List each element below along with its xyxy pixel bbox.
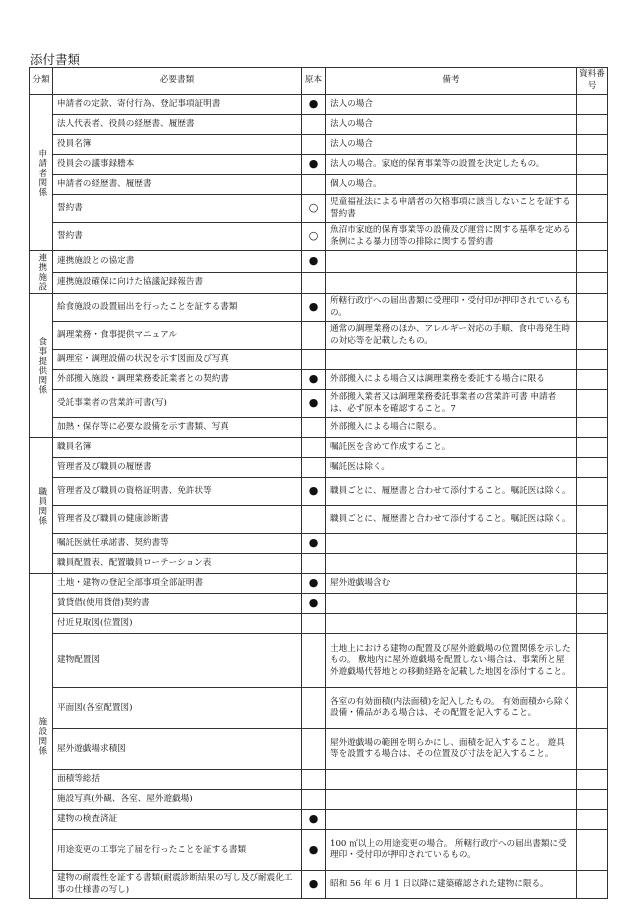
table-row [30, 810, 608, 830]
original-mark-cell [302, 770, 326, 790]
material-number-cell [577, 458, 608, 478]
page-title: 添付書類 [30, 52, 81, 67]
document-cell: 連携施設との協定書 [53, 251, 302, 273]
category-cell: 連携施設 [30, 251, 53, 294]
material-number-cell [577, 115, 608, 135]
original-mark-cell: ● [302, 251, 326, 273]
notes-cell: 土地上における建物の配置及び屋外遊戯場の位置関係を示したもの。 敷地内に屋外遊戯場を配置しない場合は、事業所と屋外遊戯場代替地との移動経路を記載した地図を添付すること。 [326, 634, 577, 688]
table-header-row [30, 68, 608, 95]
table-row [30, 195, 608, 223]
document-cell: 賃貸借(使用貸借)契約書 [53, 594, 302, 614]
notes-cell: 100 ㎡以上の用途変更の場合。 所轄行政庁への届出書類に受理印・受付印が押印されているもの。 [326, 830, 577, 871]
table-row [30, 251, 608, 273]
original-mark-cell [302, 506, 326, 534]
notes-cell: 外部搬入業者又は調理業務委託事業者の営業許可書 申請者は、必ず原本を確認すること。7 [326, 390, 577, 418]
original-mark-cell [302, 688, 326, 729]
material-number-cell [577, 135, 608, 155]
material-number-cell [577, 195, 608, 223]
table-row [30, 871, 608, 899]
original-mark-cell: ● [302, 155, 326, 175]
original-mark-cell: ● [302, 370, 326, 390]
notes-cell [326, 810, 577, 830]
material-number-cell [577, 688, 608, 729]
document-cell: 嘱託医就任承諾書、契約書等 [53, 534, 302, 554]
notes-cell: 法人の場合 [326, 135, 577, 155]
table-row [30, 175, 608, 195]
original-mark-cell: ● [302, 810, 326, 830]
material-number-cell [577, 272, 608, 294]
material-number-cell [577, 322, 608, 350]
table-row [30, 729, 608, 770]
table-row [30, 294, 608, 322]
table-row [30, 438, 608, 458]
document-cell: 加熱・保存等に必要な設備を示す書類、写真 [53, 418, 302, 438]
table-row [30, 272, 608, 294]
table-row [30, 688, 608, 729]
material-number-cell [577, 790, 608, 810]
header-notes: 備考 [326, 68, 577, 95]
original-mark-cell [302, 614, 326, 634]
original-mark-cell [302, 790, 326, 810]
material-number-cell [577, 350, 608, 370]
attachment-table [29, 67, 608, 899]
table-row [30, 594, 608, 614]
table-row [30, 478, 608, 506]
document-cell: 平面図(各室配置図) [53, 688, 302, 729]
document-cell: 面積等総括 [53, 770, 302, 790]
original-mark-cell: ● [302, 871, 326, 899]
original-mark-cell: ● [302, 534, 326, 554]
material-number-cell [577, 175, 608, 195]
document-cell: 給食施設の設置届出を行ったことを証する書類 [53, 294, 302, 322]
notes-cell: 職員ごとに、履歴書と合わせて添付すること。嘱託医は除く。 [326, 506, 577, 534]
material-number-cell [577, 614, 608, 634]
document-cell: 外部搬入施設・調理業務委託業者との契約書 [53, 370, 302, 390]
table-body [30, 95, 608, 899]
table-row [30, 790, 608, 810]
notes-cell: 児童福祉法による申請者の欠格事項に該当しないことを証する誓約書 [326, 195, 577, 223]
original-mark-cell: ● [302, 390, 326, 418]
material-number-cell [577, 770, 608, 790]
original-mark-cell: ○ [302, 195, 326, 223]
original-mark-cell [302, 175, 326, 195]
material-number-cell [577, 223, 608, 251]
document-cell: 施設写真(外観、各室、屋外遊戯場) [53, 790, 302, 810]
document-cell: 受託事業者の営業許可書(写) [53, 390, 302, 418]
document-cell: 役員会の議事録謄本 [53, 155, 302, 175]
notes-cell [326, 272, 577, 294]
original-mark-cell: ● [302, 294, 326, 322]
material-number-cell [577, 478, 608, 506]
original-mark-cell [302, 115, 326, 135]
original-mark-cell: ● [302, 594, 326, 614]
notes-cell: 各室の有効面積(内法面積)を記入したもの。 有効面積から除く設備・備品がある場合は、その配置を記入すること。 [326, 688, 577, 729]
original-mark-cell [302, 418, 326, 438]
table-row [30, 223, 608, 251]
table-row [30, 155, 608, 175]
document-cell: 土地・建物の登記全部事項全部証明書 [53, 574, 302, 594]
category-cell: 職員関係 [30, 438, 53, 574]
table-row [30, 135, 608, 155]
original-mark-cell [302, 634, 326, 688]
material-number-cell [577, 871, 608, 899]
table-row [30, 95, 608, 115]
header-document: 必要書類 [53, 68, 302, 95]
category-cell: 施設関係 [30, 574, 53, 899]
document-cell: 役員名簿 [53, 135, 302, 155]
document-cell: 建物の耐震性を証する書類(耐震診断結果の写し及び耐震化工事の仕様書の写し) [53, 871, 302, 899]
original-mark-cell [302, 458, 326, 478]
document-cell: 調理業務・食事提供マニュアル [53, 322, 302, 350]
document-cell: 用途変更の工事完了届を行ったことを証する書類 [53, 830, 302, 871]
material-number-cell [577, 294, 608, 322]
material-number-cell [577, 390, 608, 418]
table-row [30, 534, 608, 554]
document-cell: 建物配置図 [53, 634, 302, 688]
material-number-cell [577, 506, 608, 534]
material-number-cell [577, 810, 608, 830]
category-cell: 食事提供関係 [30, 294, 53, 438]
document-cell: 誓約書 [53, 195, 302, 223]
document-cell: 申請者の定款、寄付行為、登記事項証明書 [53, 95, 302, 115]
original-mark-cell: ● [302, 95, 326, 115]
document-cell: 誓約書 [53, 223, 302, 251]
notes-cell: 魚沼市家庭的保育事業等の設備及び運営に関する基準を定める条例による暴力団等の排除に関する誓約書 [326, 223, 577, 251]
notes-cell [326, 594, 577, 614]
table-row [30, 506, 608, 534]
notes-cell [326, 350, 577, 370]
material-number-cell [577, 574, 608, 594]
notes-cell: 所轄行政庁への届出書類に受理印・受付印が押印されているもの。 [326, 294, 577, 322]
original-mark-cell [302, 322, 326, 350]
table-row [30, 370, 608, 390]
notes-cell [326, 614, 577, 634]
header-original: 原本 [302, 68, 326, 95]
material-number-cell [577, 534, 608, 554]
table-row [30, 830, 608, 871]
notes-cell [326, 251, 577, 273]
document-cell: 付近見取図(位置図) [53, 614, 302, 634]
notes-cell: 嘱託医は除く。 [326, 458, 577, 478]
document-cell: 連携施設確保に向けた協議記録報告書 [53, 272, 302, 294]
original-mark-cell: ● [302, 830, 326, 871]
original-mark-cell [302, 272, 326, 294]
notes-cell: 屋外遊戯場の範囲を明らかにし、面積を記入すること。 遊具等を設置する場合は、その位置及び寸法を記入すること。 [326, 729, 577, 770]
document-cell: 建物の検査済証 [53, 810, 302, 830]
table-row [30, 390, 608, 418]
table-row [30, 115, 608, 135]
material-number-cell [577, 418, 608, 438]
document-cell: 法人代表者、役員の経歴書、履歴書 [53, 115, 302, 135]
original-mark-cell: ● [302, 478, 326, 506]
notes-cell: 屋外遊戯場含む [326, 574, 577, 594]
material-number-cell [577, 830, 608, 871]
notes-cell: 嘱託医を含めて作成すること。 [326, 438, 577, 458]
document-cell: 屋外遊戯場求積図 [53, 729, 302, 770]
table-row [30, 350, 608, 370]
document-cell: 職員配置表、配置職員ローテーション表 [53, 554, 302, 574]
table-row [30, 574, 608, 594]
original-mark-cell: ● [302, 574, 326, 594]
notes-cell: 職員ごとに、履歴書と合わせて添付すること。嘱託医は除く。 [326, 478, 577, 506]
table-row [30, 634, 608, 688]
notes-cell: 個人の場合。 [326, 175, 577, 195]
document-cell: 調理室・調理設備の状況を示す図面及び写真 [53, 350, 302, 370]
document-cell: 管理者及び職員の資格証明書、免許状等 [53, 478, 302, 506]
table-row [30, 322, 608, 350]
original-mark-cell [302, 554, 326, 574]
material-number-cell [577, 554, 608, 574]
material-number-cell [577, 634, 608, 688]
table-row [30, 614, 608, 634]
original-mark-cell [302, 350, 326, 370]
table-row [30, 458, 608, 478]
original-mark-cell [302, 438, 326, 458]
document-cell: 職員名簿 [53, 438, 302, 458]
table-row [30, 770, 608, 790]
material-number-cell [577, 251, 608, 273]
notes-cell: 法人の場合 [326, 95, 577, 115]
notes-cell: 法人の場合 [326, 115, 577, 135]
material-number-cell [577, 594, 608, 614]
original-mark-cell [302, 729, 326, 770]
category-cell: 申請者関係 [30, 95, 53, 251]
notes-cell: 外部搬入による場合又は調理業務を委託する場合に限る [326, 370, 577, 390]
notes-cell [326, 534, 577, 554]
notes-cell [326, 790, 577, 810]
document-cell: 管理者及び職員の履歴書 [53, 458, 302, 478]
notes-cell: 外部搬入による場合に限る。 [326, 418, 577, 438]
original-mark-cell: ○ [302, 223, 326, 251]
header-number: 資料番号 [577, 68, 608, 95]
header-category: 分類 [30, 68, 53, 95]
notes-cell [326, 554, 577, 574]
notes-cell: 法人の場合。家庭的保育事業等の設置を決定したもの。 [326, 155, 577, 175]
material-number-cell [577, 438, 608, 458]
material-number-cell [577, 95, 608, 115]
document-cell: 管理者及び職員の健康診断書 [53, 506, 302, 534]
material-number-cell [577, 155, 608, 175]
document-cell: 申請者の経歴書、履歴書 [53, 175, 302, 195]
notes-cell: 昭和 56 年 6 月 1 日以降に建築確認された建物に限る。 [326, 871, 577, 899]
material-number-cell [577, 729, 608, 770]
material-number-cell [577, 370, 608, 390]
table-row [30, 554, 608, 574]
table-row [30, 418, 608, 438]
notes-cell [326, 770, 577, 790]
notes-cell: 通常の調理業務のほか、アレルギー対応の手順、食中毒発生時の対応等を記載したもの。 [326, 322, 577, 350]
original-mark-cell [302, 135, 326, 155]
